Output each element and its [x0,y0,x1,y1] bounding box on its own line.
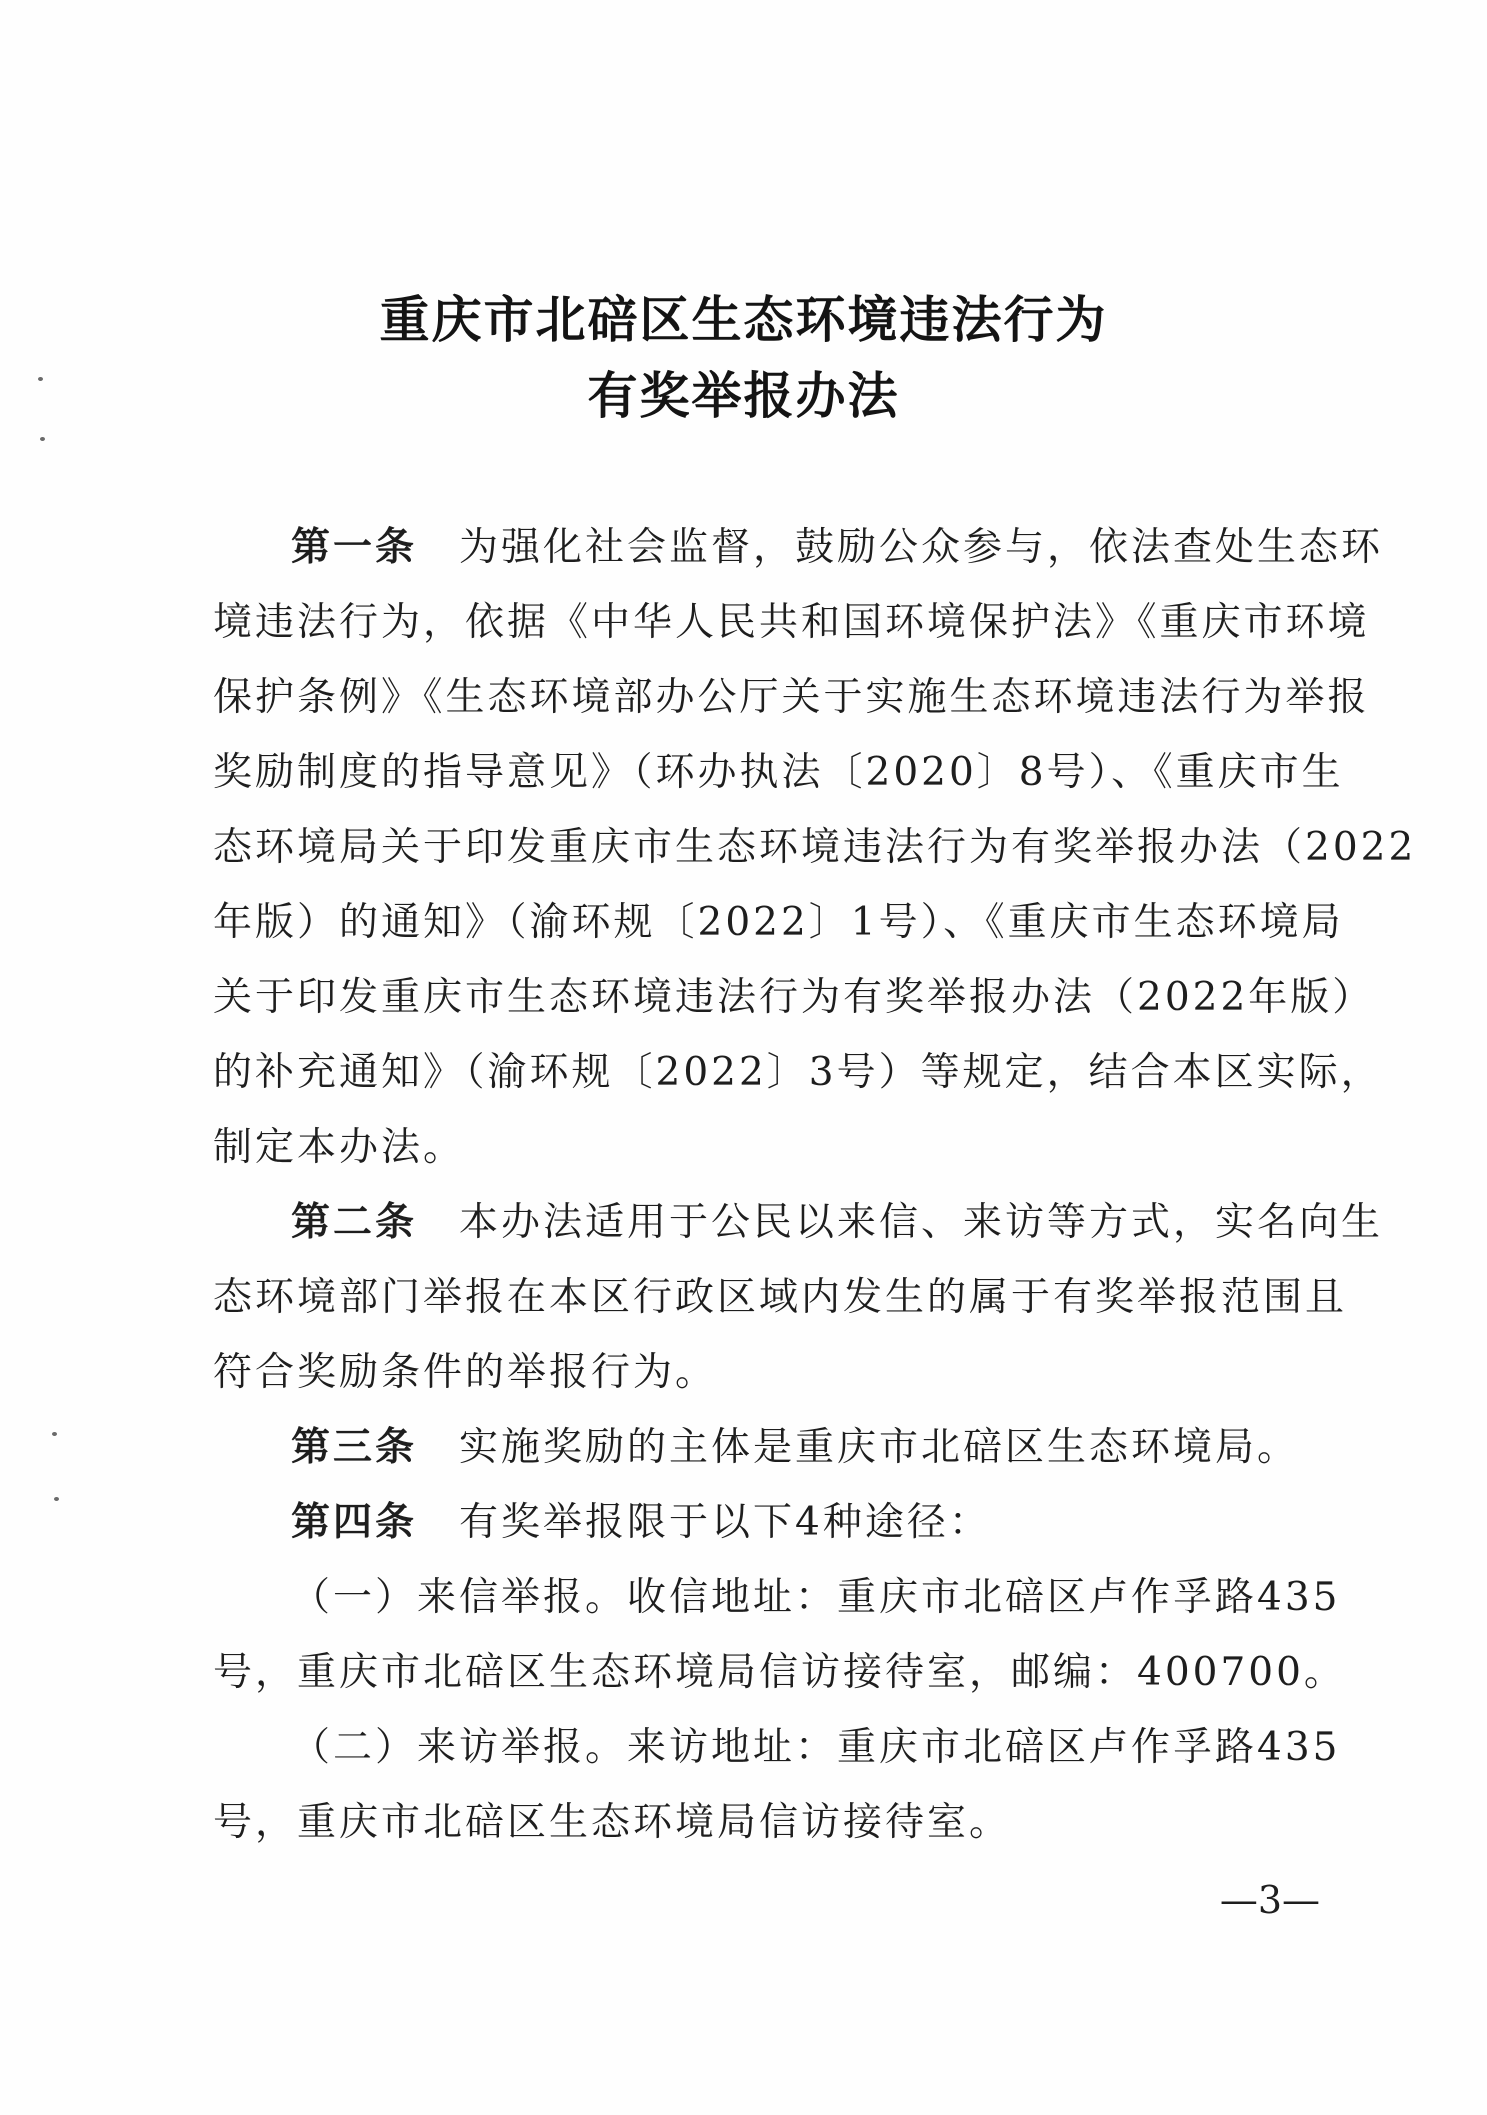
article-1-line: 保护条例》《生态环境部办公厅关于实施生态环境违法行为举报 [213,675,1370,720]
document-title-line-2: 有奖举报办法 [587,367,900,425]
article-1-line [291,510,1383,585]
article-1-text: 为强化社会监督，鼓励公众参与，依法查处生态环 [459,525,1384,570]
document-title-line-1: 重庆市北碚区生态环境违法行为 [379,291,1108,349]
article-1-heading: 第一条 [291,525,418,570]
article-1-line: 奖励制度的指导意见》（环办执法〔2020〕8号）、《重庆市生 [213,750,1344,795]
article-2-line: 符合奖励条件的举报行为。 [213,1350,718,1395]
item-2-line: （二）来访举报。来访地址：重庆市北碚区卢作孚路435 [291,1725,1341,1770]
article-4-line [291,1485,991,1560]
article-1-line: 制定本办法。 [213,1125,466,1170]
page-number: —3— [1219,1878,1320,1922]
article-1-line: 的补充通知》（渝环规〔2022〕3号）等规定，结合本区实际， [213,1050,1383,1095]
article-2-text: 本办法适用于公民以来信、来访等方式，实名向生 [459,1200,1384,1245]
item-1-line: 号，重庆市北碚区生态环境局信访接待室，邮编：400700。 [213,1650,1346,1695]
article-3-text: 实施奖励的主体是重庆市北碚区生态环境局。 [459,1425,1300,1470]
item-2-line: 号，重庆市北碚区生态环境局信访接待室。 [213,1800,1012,1845]
article-2-heading: 第二条 [291,1200,418,1245]
article-4-heading: 第四条 [291,1500,418,1545]
article-1-line: 年版）的通知》（渝环规〔2022〕1号）、《重庆市生态环境局 [213,900,1344,945]
article-3-heading: 第三条 [291,1425,418,1470]
article-3-line [291,1410,1299,1485]
scan-speck [52,1432,57,1436]
item-1-line: （一）来信举报。收信地址：重庆市北碚区卢作孚路435 [291,1575,1341,1620]
scan-speck [40,437,45,441]
article-2-line: 态环境部门举报在本区行政区域内发生的属于有奖举报范围且 [213,1275,1348,1320]
article-1-line: 关于印发重庆市生态环境违法行为有奖举报办法（2022年版） [213,975,1375,1020]
article-2-line [291,1185,1383,1260]
article-1-line: 态环境局关于印发重庆市生态环境违法行为有奖举报办法（2022 [213,825,1417,870]
scan-speck [54,1497,59,1501]
article-4-text: 有奖举报限于以下4种途径： [459,1500,991,1545]
article-1-line: 境违法行为，依据《中华人民共和国环境保护法》《重庆市环境 [213,600,1370,645]
